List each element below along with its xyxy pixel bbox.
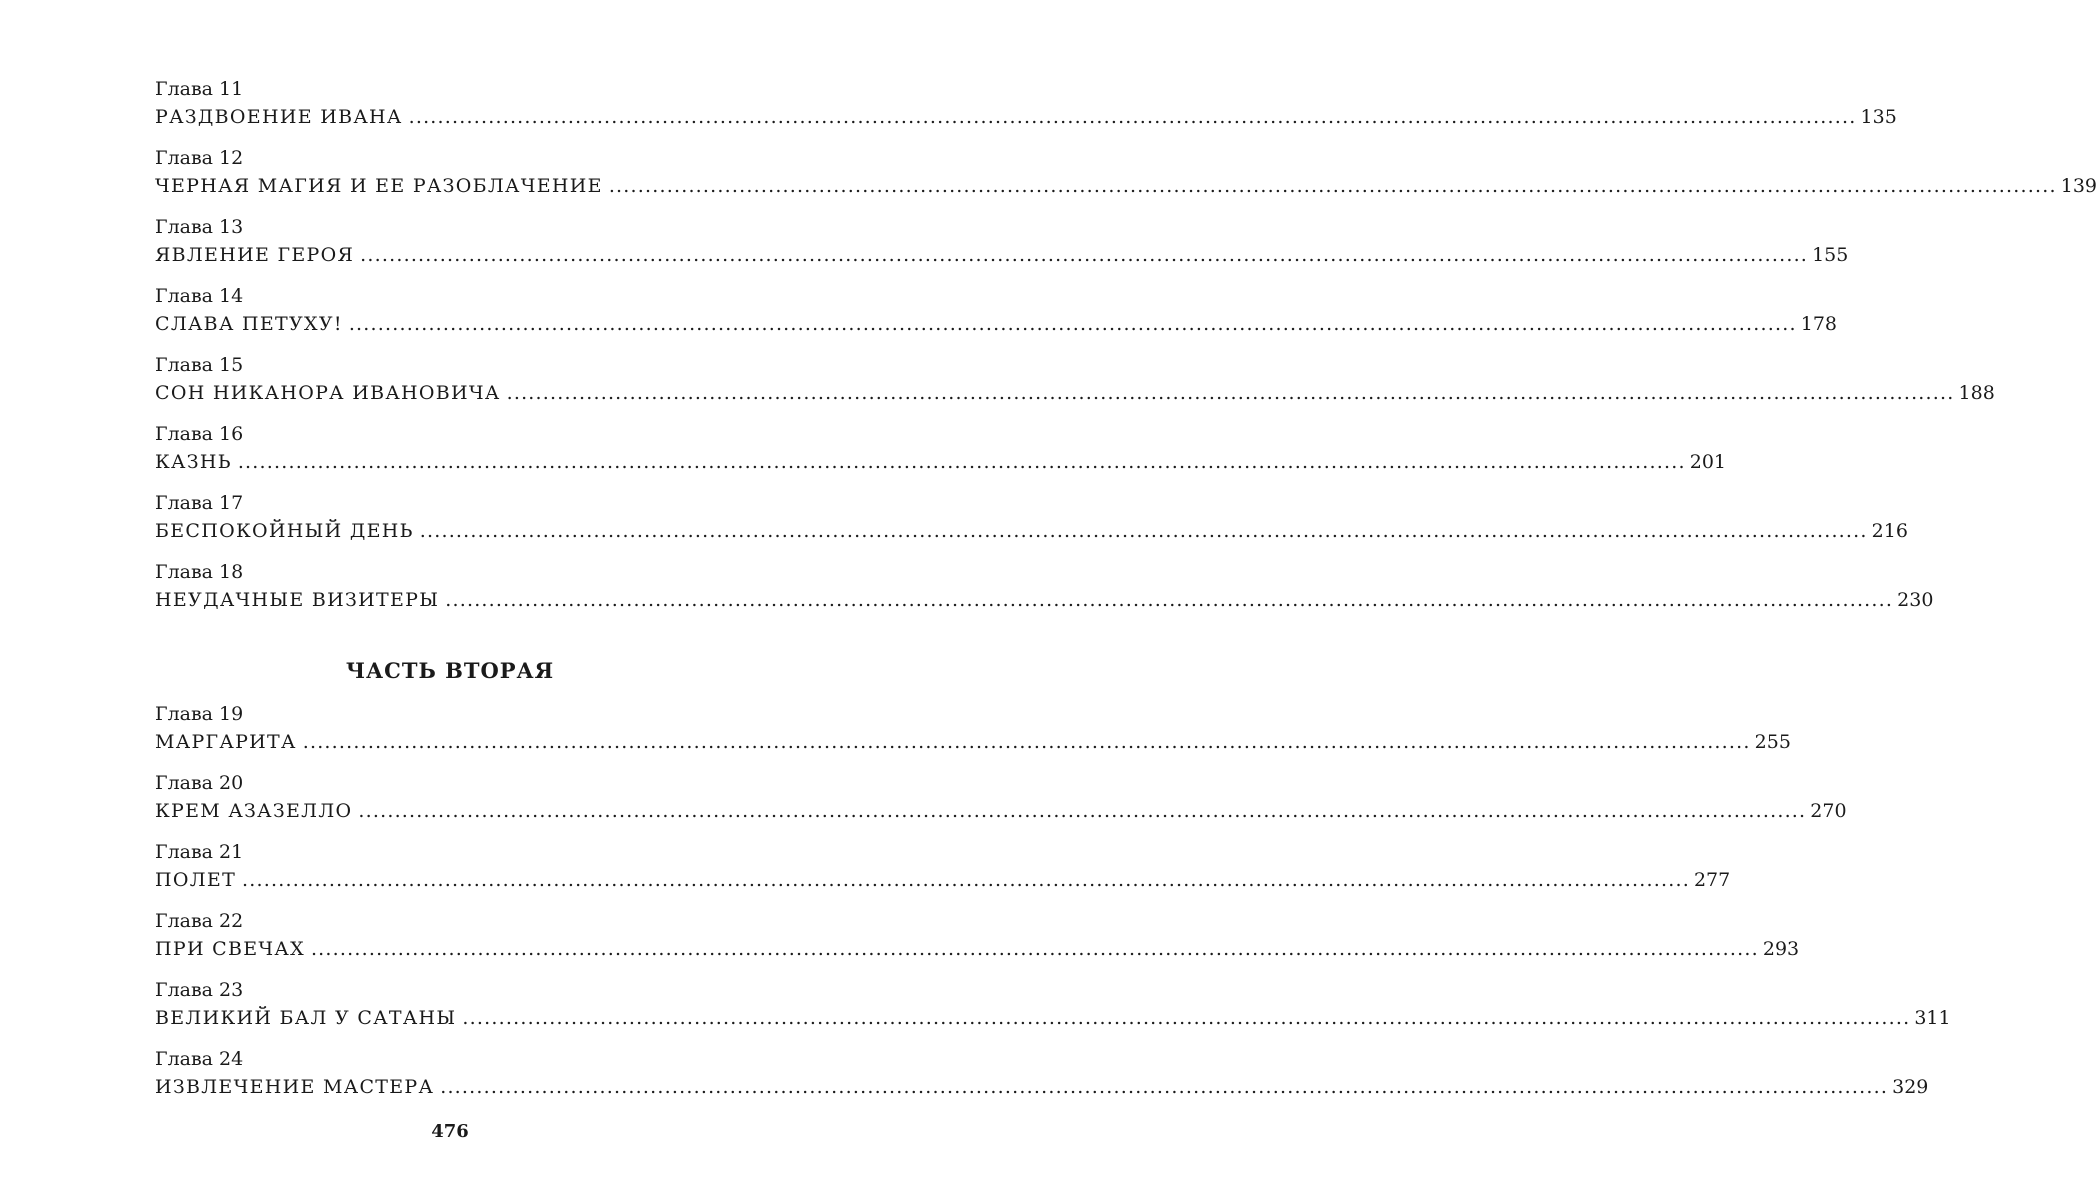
toc-entry [155,839,1731,908]
chapter-number: Глава 17 [155,492,244,514]
chapter-number: Глава 15 [155,354,244,376]
page-ref: 255 [1754,731,1791,753]
page-ref: 293 [1762,938,1800,960]
dot-leader: ........................................................................................................................................................................................................ [348,313,1797,335]
dot-leader: ........................................................................................................................................................................................................ [462,1007,1911,1029]
page-ref: 188 [1958,382,1995,404]
toc-entry [155,908,1800,977]
chapter-title: ВЕЛИКИЙ БАЛ У САТАНЫ [155,1007,457,1029]
dot-leader: ........................................................................................................................................................................................................ [608,175,2057,197]
page-ref: 135 [1860,106,1897,128]
chapter-number: Глава 11 [155,78,244,100]
chapter-number: Глава 14 [155,285,244,307]
dot-leader: ........................................................................................................................................................................................................ [310,938,1759,960]
toc-line [155,104,1897,130]
dot-leader: ........................................................................................................................................................................................................ [237,451,1686,473]
toc-line [155,867,1731,893]
toc-part-two [155,701,1951,1115]
chapter-title: БЕСПОКОЙНЫЙ ДЕНЬ [155,520,414,542]
dot-leader: ........................................................................................................................................................................................................ [506,382,1955,404]
part-two-heading: ЧАСТЬ ВТОРАЯ [345,658,555,683]
chapter-title: МАРГАРИТА [155,731,297,753]
page-ref: 329 [1892,1076,1929,1098]
dot-leader: ........................................................................................................................................................................................................ [242,869,1690,891]
toc-line [155,798,1847,824]
toc-entry [155,76,1897,145]
chapter-title: КАЗНЬ [155,451,232,473]
toc-line [155,936,1800,962]
toc-line [155,242,1849,268]
dot-leader: ........................................................................................................................................................................................................ [408,106,1857,128]
chapter-number: Глава 24 [155,1048,244,1070]
toc-entry [155,214,1849,283]
chapter-number: Глава 22 [155,910,244,932]
chapter-title: РАЗДВОЕНИЕ ИВАНА [155,106,403,128]
toc-entry [155,559,1934,628]
page-ref: 201 [1689,451,1726,473]
toc-line [155,173,2097,199]
chapter-title: ПОЛЕТ [155,869,237,891]
chapter-number: Глава 21 [155,841,244,863]
toc-line [155,729,1791,755]
page-ref: 311 [1914,1007,1951,1029]
page-ref: 270 [1810,800,1847,822]
dot-leader: ........................................................................................................................................................................................................ [358,800,1807,822]
page-number: 476 [431,1121,469,1142]
toc-entry [155,977,1951,1046]
chapter-number: Глава 19 [155,703,244,725]
dot-leader: ........................................................................................................................................................................................................ [419,520,1868,542]
dot-leader: ........................................................................................................................................................................................................ [360,244,1809,266]
toc-entry [155,145,2097,214]
chapter-title: СЛАВА ПЕТУХУ! [155,313,343,335]
chapter-title: ЧЕРНАЯ МАГИЯ И ЕЕ РАЗОБЛАЧЕНИЕ [155,175,603,197]
toc-line [155,518,1908,544]
chapter-title: НЕУДАЧНЫЕ ВИЗИТЕРЫ [155,589,440,611]
chapter-title: ЯВЛЕНИЕ ГЕРОЯ [155,244,355,266]
toc-line [155,449,1726,475]
chapter-number: Глава 18 [155,561,244,583]
dot-leader: ........................................................................................................................................................................................................ [440,1076,1889,1098]
chapter-number: Глава 12 [155,147,244,169]
dot-leader: ........................................................................................................................................................................................................ [445,589,1894,611]
toc-line [155,380,1995,406]
toc-entry [155,770,1847,839]
chapter-title: КРЕМ АЗАЗЕЛЛО [155,800,353,822]
page-ref: 230 [1897,589,1934,611]
toc-line [155,1074,1929,1100]
toc-entry [155,421,1726,490]
chapter-title: ИЗВЛЕЧЕНИЕ МАСТЕРА [155,1076,435,1098]
toc-line [155,311,1837,337]
toc-entry [155,352,1995,421]
toc-line [155,587,1934,613]
toc-part-one [155,76,2097,628]
dot-leader: ........................................................................................................................................................................................................ [302,731,1751,753]
chapter-number: Глава 23 [155,979,244,1001]
page-ref: 155 [1812,244,1849,266]
toc-line [155,1005,1951,1031]
toc-entry [155,283,1837,352]
page-ref: 139 [2060,175,2097,197]
chapter-title: СОН НИКАНОРА ИВАНОВИЧА [155,382,501,404]
chapter-number: Глава 13 [155,216,244,238]
toc-entry [155,701,1791,770]
toc-entry [155,490,1908,559]
chapter-title: ПРИ СВЕЧАХ [155,938,305,960]
chapter-number: Глава 20 [155,772,244,794]
toc-entry [155,1046,1929,1115]
page-ref: 216 [1871,520,1908,542]
page-ref: 178 [1800,313,1837,335]
page-ref: 277 [1693,869,1731,891]
chapter-number: Глава 16 [155,423,244,445]
